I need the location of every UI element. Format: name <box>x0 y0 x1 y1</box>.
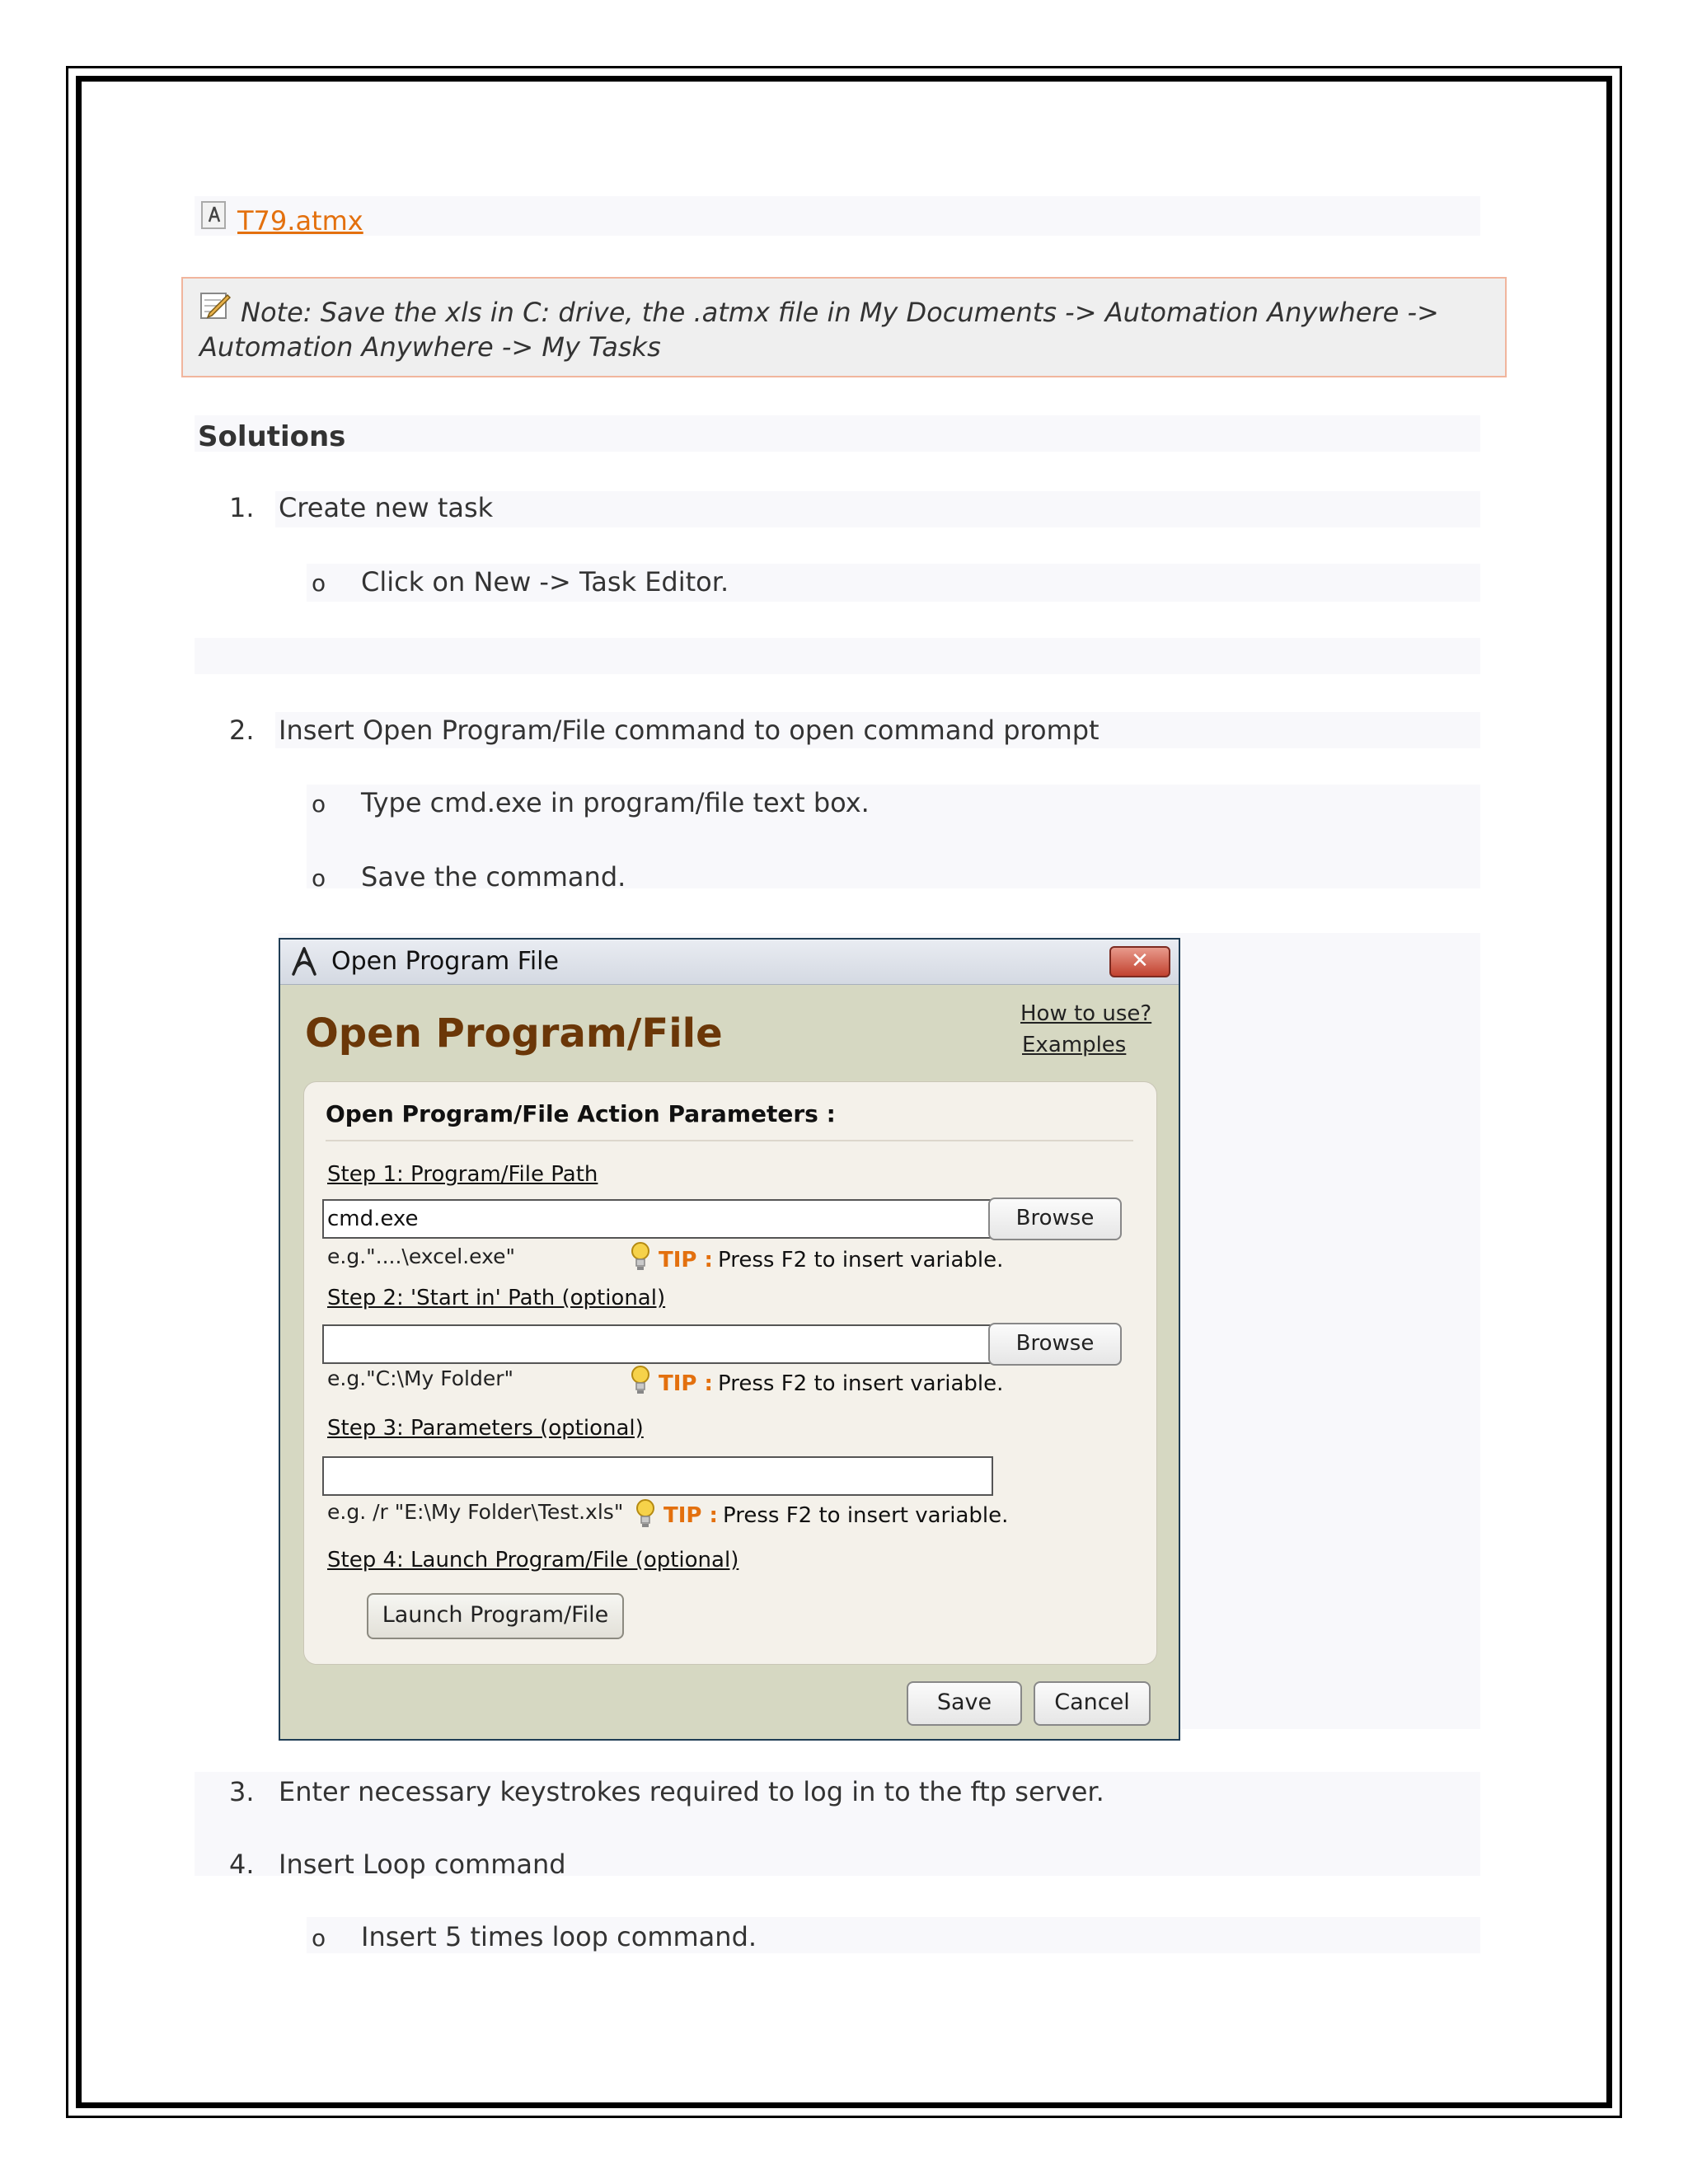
step2-example: e.g."C:\My Folder" <box>327 1366 514 1390</box>
step1-example: e.g."....\excel.exe" <box>327 1244 516 1268</box>
save-button[interactable]: Save <box>907 1681 1022 1726</box>
attachment-link[interactable]: T79.atmx <box>237 205 363 237</box>
step1-label: Step 1: Program/File Path <box>327 1162 598 1187</box>
bullet-icon: o <box>312 569 326 597</box>
list-item: Create new task <box>279 492 494 523</box>
start-in-path-input[interactable] <box>322 1324 995 1364</box>
step3-example: e.g. /r "E:\My Folder\Test.xls" <box>327 1500 624 1524</box>
list-item: Insert Open Program/File command to open command prompt <box>279 715 1100 746</box>
sub-list-item: Insert 5 times loop command. <box>361 1921 757 1952</box>
list-number: 4. <box>229 1849 255 1880</box>
panel-title: Open Program/File Action Parameters : <box>326 1100 836 1127</box>
sub-list-item: Save the command. <box>361 861 626 893</box>
step3-label: Step 3: Parameters (optional) <box>327 1416 644 1441</box>
lightbulb-icon <box>629 1240 652 1273</box>
list-number: 1. <box>229 492 255 523</box>
tip-label: TIP : <box>659 1248 713 1272</box>
tip-label: TIP : <box>663 1503 718 1528</box>
bullet-icon: o <box>312 865 326 892</box>
examples-link[interactable]: Examples <box>1022 1033 1127 1057</box>
list-item: Insert Loop command <box>279 1849 566 1880</box>
dialog-heading: Open Program/File <box>305 1010 723 1057</box>
dialog-title: Open Program File <box>331 947 559 976</box>
parameters-input[interactable] <box>322 1456 993 1496</box>
browse-button-step1[interactable]: Browse <box>988 1197 1122 1240</box>
solutions-heading: Solutions <box>198 420 346 453</box>
browse-button-step2[interactable]: Browse <box>988 1323 1122 1366</box>
list-item: Enter necessary keystrokes required to log in to the ftp server. <box>279 1776 1104 1807</box>
list-number: 2. <box>229 715 255 746</box>
dialog-titlebar <box>280 940 1179 985</box>
note-text: Note: Save the xls in C: drive, the .atmx file in My Documents -> Automation Anywhere -> Automation Anywhere -> My Tasks <box>199 297 1439 363</box>
lightbulb-icon <box>634 1497 657 1530</box>
lightbulb-icon <box>629 1364 652 1397</box>
atmx-file-icon <box>201 201 226 229</box>
close-button[interactable]: ✕ <box>1109 946 1170 977</box>
step4-label: Step 4: Launch Program/File (optional) <box>327 1548 739 1572</box>
sub-list-item: Click on New -> Task Editor. <box>361 566 729 598</box>
divider <box>326 1140 1133 1141</box>
row-bg <box>195 415 1480 452</box>
action-parameters-panel <box>303 1081 1157 1665</box>
cancel-button[interactable]: Cancel <box>1034 1681 1151 1726</box>
row-bg <box>195 638 1480 674</box>
launch-program-file-button[interactable]: Launch Program/File <box>367 1593 624 1639</box>
automation-anywhere-logo-icon <box>288 946 320 977</box>
row-bg <box>195 196 1480 236</box>
open-program-file-dialog <box>279 938 1180 1741</box>
bullet-icon: o <box>312 790 326 818</box>
tip-label: TIP : <box>659 1371 713 1396</box>
bullet-icon: o <box>312 1924 326 1952</box>
program-file-path-input[interactable]: cmd.exe <box>322 1199 995 1239</box>
how-to-use-link[interactable]: How to use? <box>1020 1001 1152 1026</box>
list-number: 3. <box>229 1776 255 1807</box>
note-box <box>181 277 1507 377</box>
step2-label: Step 2: 'Start in' Path (optional) <box>327 1286 666 1310</box>
sub-list-item: Type cmd.exe in program/file text box. <box>361 787 870 818</box>
tip-text: Press F2 to insert variable. <box>723 1503 1009 1528</box>
tip-text: Press F2 to insert variable. <box>718 1371 1004 1396</box>
tip-text: Press F2 to insert variable. <box>718 1248 1004 1272</box>
